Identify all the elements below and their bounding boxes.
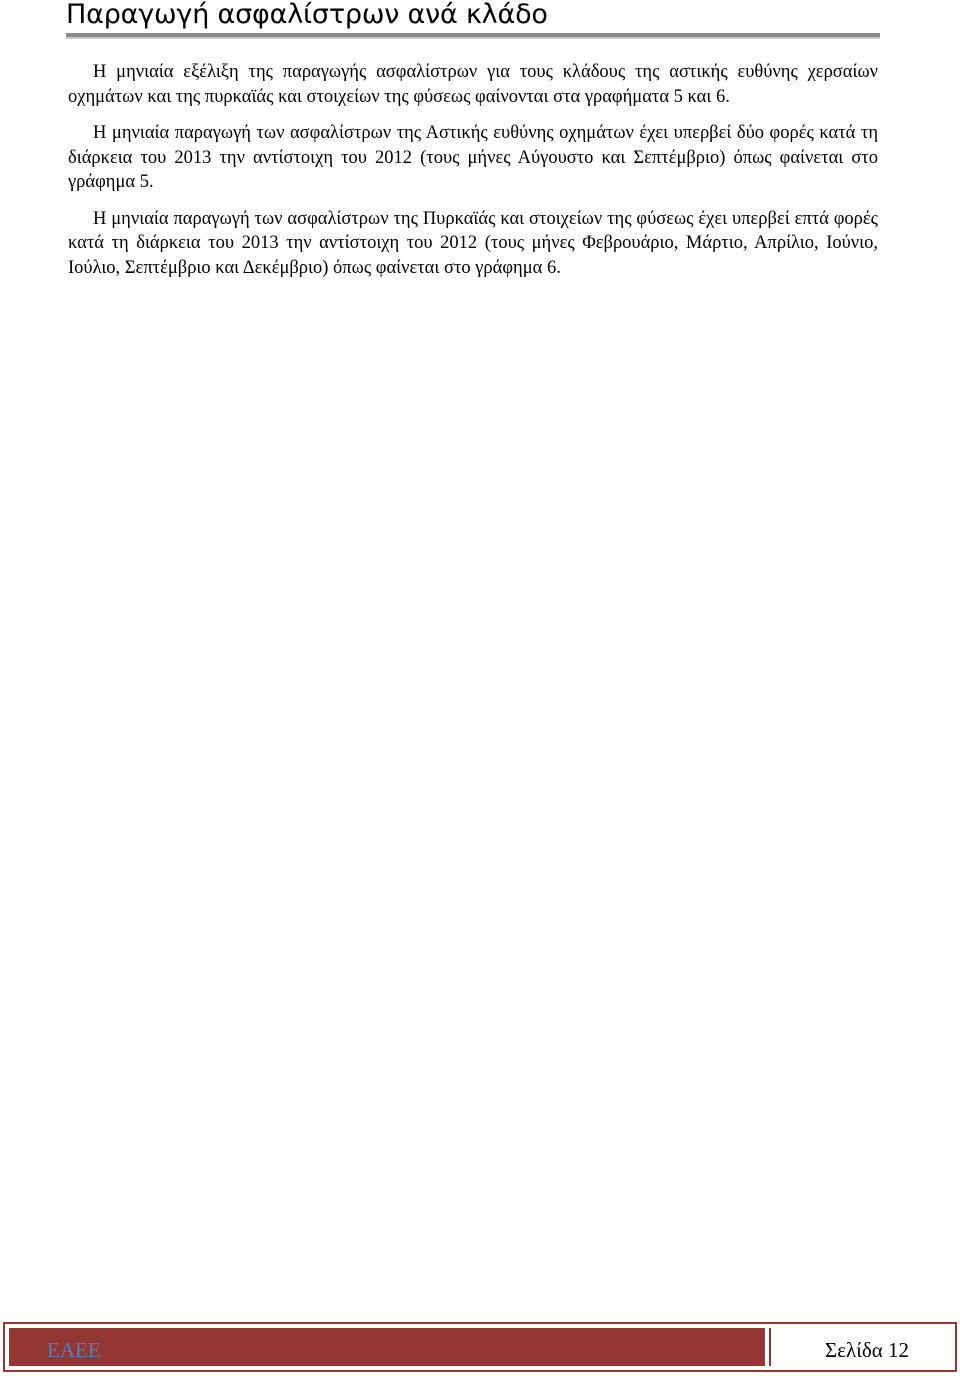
body-text [68,60,878,292]
page-number: Σελίδα 12 [824,1338,909,1362]
footer-bar [9,1328,765,1366]
title-divider [66,33,880,37]
footer-organization: ΕΑΕΕ [47,1338,101,1362]
page-footer [3,1322,957,1372]
paragraph-fire-natural-forces: Η μηνιαία παραγωγή των ασφαλίστρων της Πυρκαϊάς και στοιχείων της φύσεως έχει υπερβεί επτά φορές κατά τη διάρκεια του 2013 την αντίστοιχη του 2012 (τους μήνες Φεβρουάριο, Μάρτιο, Απρίλιο, Ιούνιο, Ιούλιο, Σεπτέμβριο και Δεκέμβριο) όπως φαίνεται στο γράφημα 6. [68,208,878,278]
footer-page-box [769,1328,953,1366]
paragraph-intro: Η μηνιαία εξέλιξη της παραγωγής ασφαλίστρων για τους κλάδους της αστικής ευθύνης χερσαίων οχημάτων και της πυρκαϊάς και στοιχείων της φύσεως φαίνονται στα γραφήματα 5 και 6. [68,62,878,107]
paragraph-motor-liability: Η μηνιαία παραγωγή των ασφαλίστρων της Αστικής ευθύνης οχημάτων έχει υπερβεί δύο φορές κατά τη διάρκεια του 2013 την αντίστοιχη του 2012 (τους μήνες Αύγουστο και Σεπτέμβριο) όπως φαίνεται στο γράφημα 5. [68,123,878,192]
page-title: Παραγωγή ασφαλίστρων ανά κλάδο [66,0,548,30]
